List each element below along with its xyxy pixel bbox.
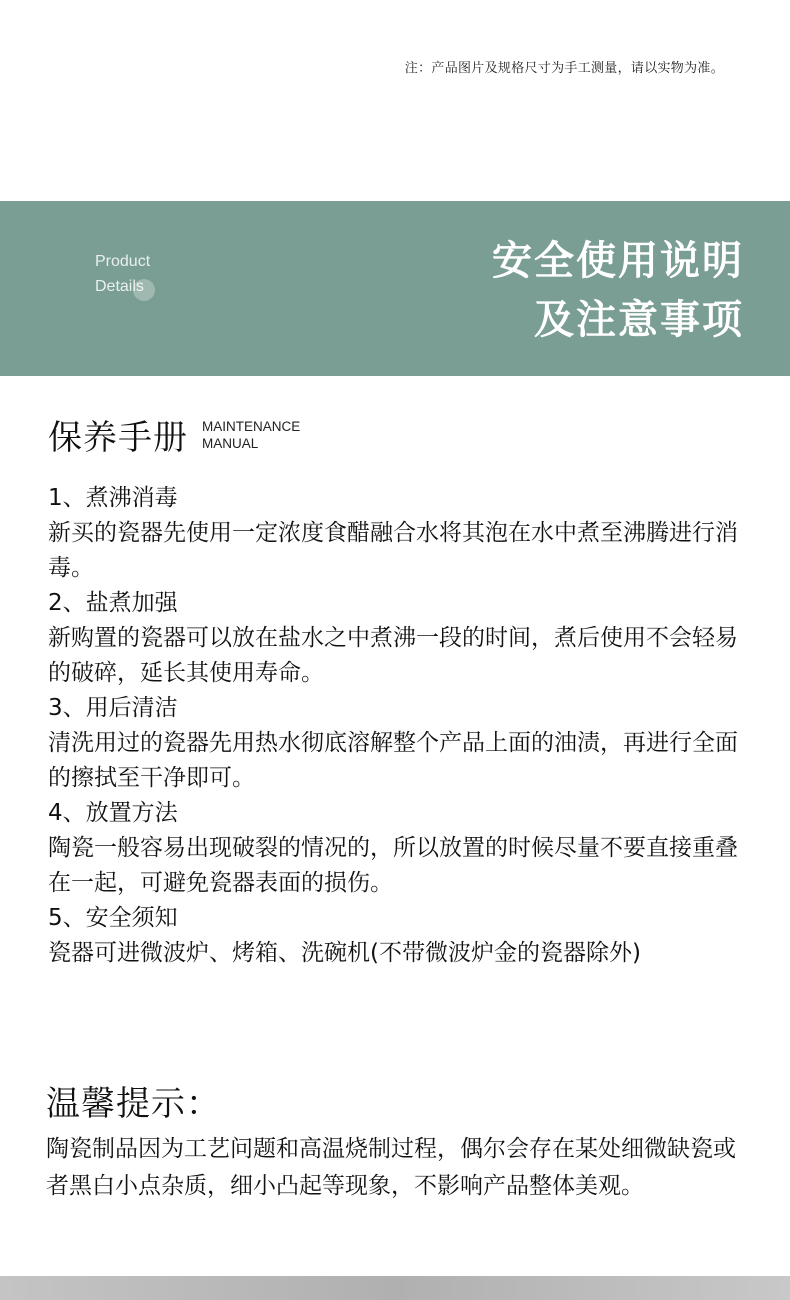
maintenance-section-title [48, 410, 300, 459]
banner-en-line-1: Product [95, 253, 151, 270]
section-title-en-line-2: MANUAL [202, 435, 259, 451]
header-banner [0, 201, 790, 376]
item-heading: 2、盐煮加强 [48, 590, 178, 616]
item-heading: 5、安全须知 [48, 905, 178, 931]
item-body: 陶瓷一般容易出现破裂的情况的，所以放置的时候尽量不要直接重叠在一起，可避免瓷器表面的损伤。 [48, 835, 738, 896]
section-title-en [202, 418, 300, 452]
item-heading: 3、用后清洁 [48, 695, 178, 721]
banner-english-label [95, 249, 150, 299]
tips-title: 温馨提示： [46, 1084, 221, 1124]
maintenance-list [48, 481, 748, 971]
decorative-dot-icon [133, 279, 155, 301]
banner-title-line-1: 安全使用说明 [492, 238, 744, 284]
section-title-en-line-1: MAINTENANCE [202, 418, 301, 434]
item-body: 瓷器可进微波炉、烤箱、洗碗机(不带微波炉金的瓷器除外) [48, 940, 641, 966]
item-body: 清洗用过的瓷器先用热水彻底溶解整个产品上面的油渍，再进行全面的擦拭至干净即可。 [48, 730, 738, 791]
banner-title-line-2: 及注意事项 [534, 297, 744, 343]
item-body: 新买的瓷器先使用一定浓度食醋融合水将其泡在水中煮至沸腾进行消毒。 [48, 520, 738, 581]
item-heading: 1、煮沸消毒 [48, 485, 178, 511]
banner-en-line-2: Details [95, 278, 144, 295]
tips-body: 陶瓷制品因为工艺问题和高温烧制过程，偶尔会存在某处细微缺瓷或者黑白小点杂质，细小凸起等现象，不影响产品整体美观。 [46, 1136, 736, 1199]
banner-title [492, 232, 744, 350]
disclaimer-note: 注：产品图片及规格尺寸为手工测量，请以实物为准。 [404, 61, 724, 76]
tips-section [46, 1081, 746, 1205]
item-heading: 4、放置方法 [48, 800, 178, 826]
bottom-divider-bar [0, 1276, 790, 1300]
item-body: 新购置的瓷器可以放在盐水之中煮沸一段的时间，煮后使用不会轻易的破碎，延长其使用寿命。 [48, 625, 738, 686]
section-title-zh: 保养手册 [48, 418, 188, 458]
